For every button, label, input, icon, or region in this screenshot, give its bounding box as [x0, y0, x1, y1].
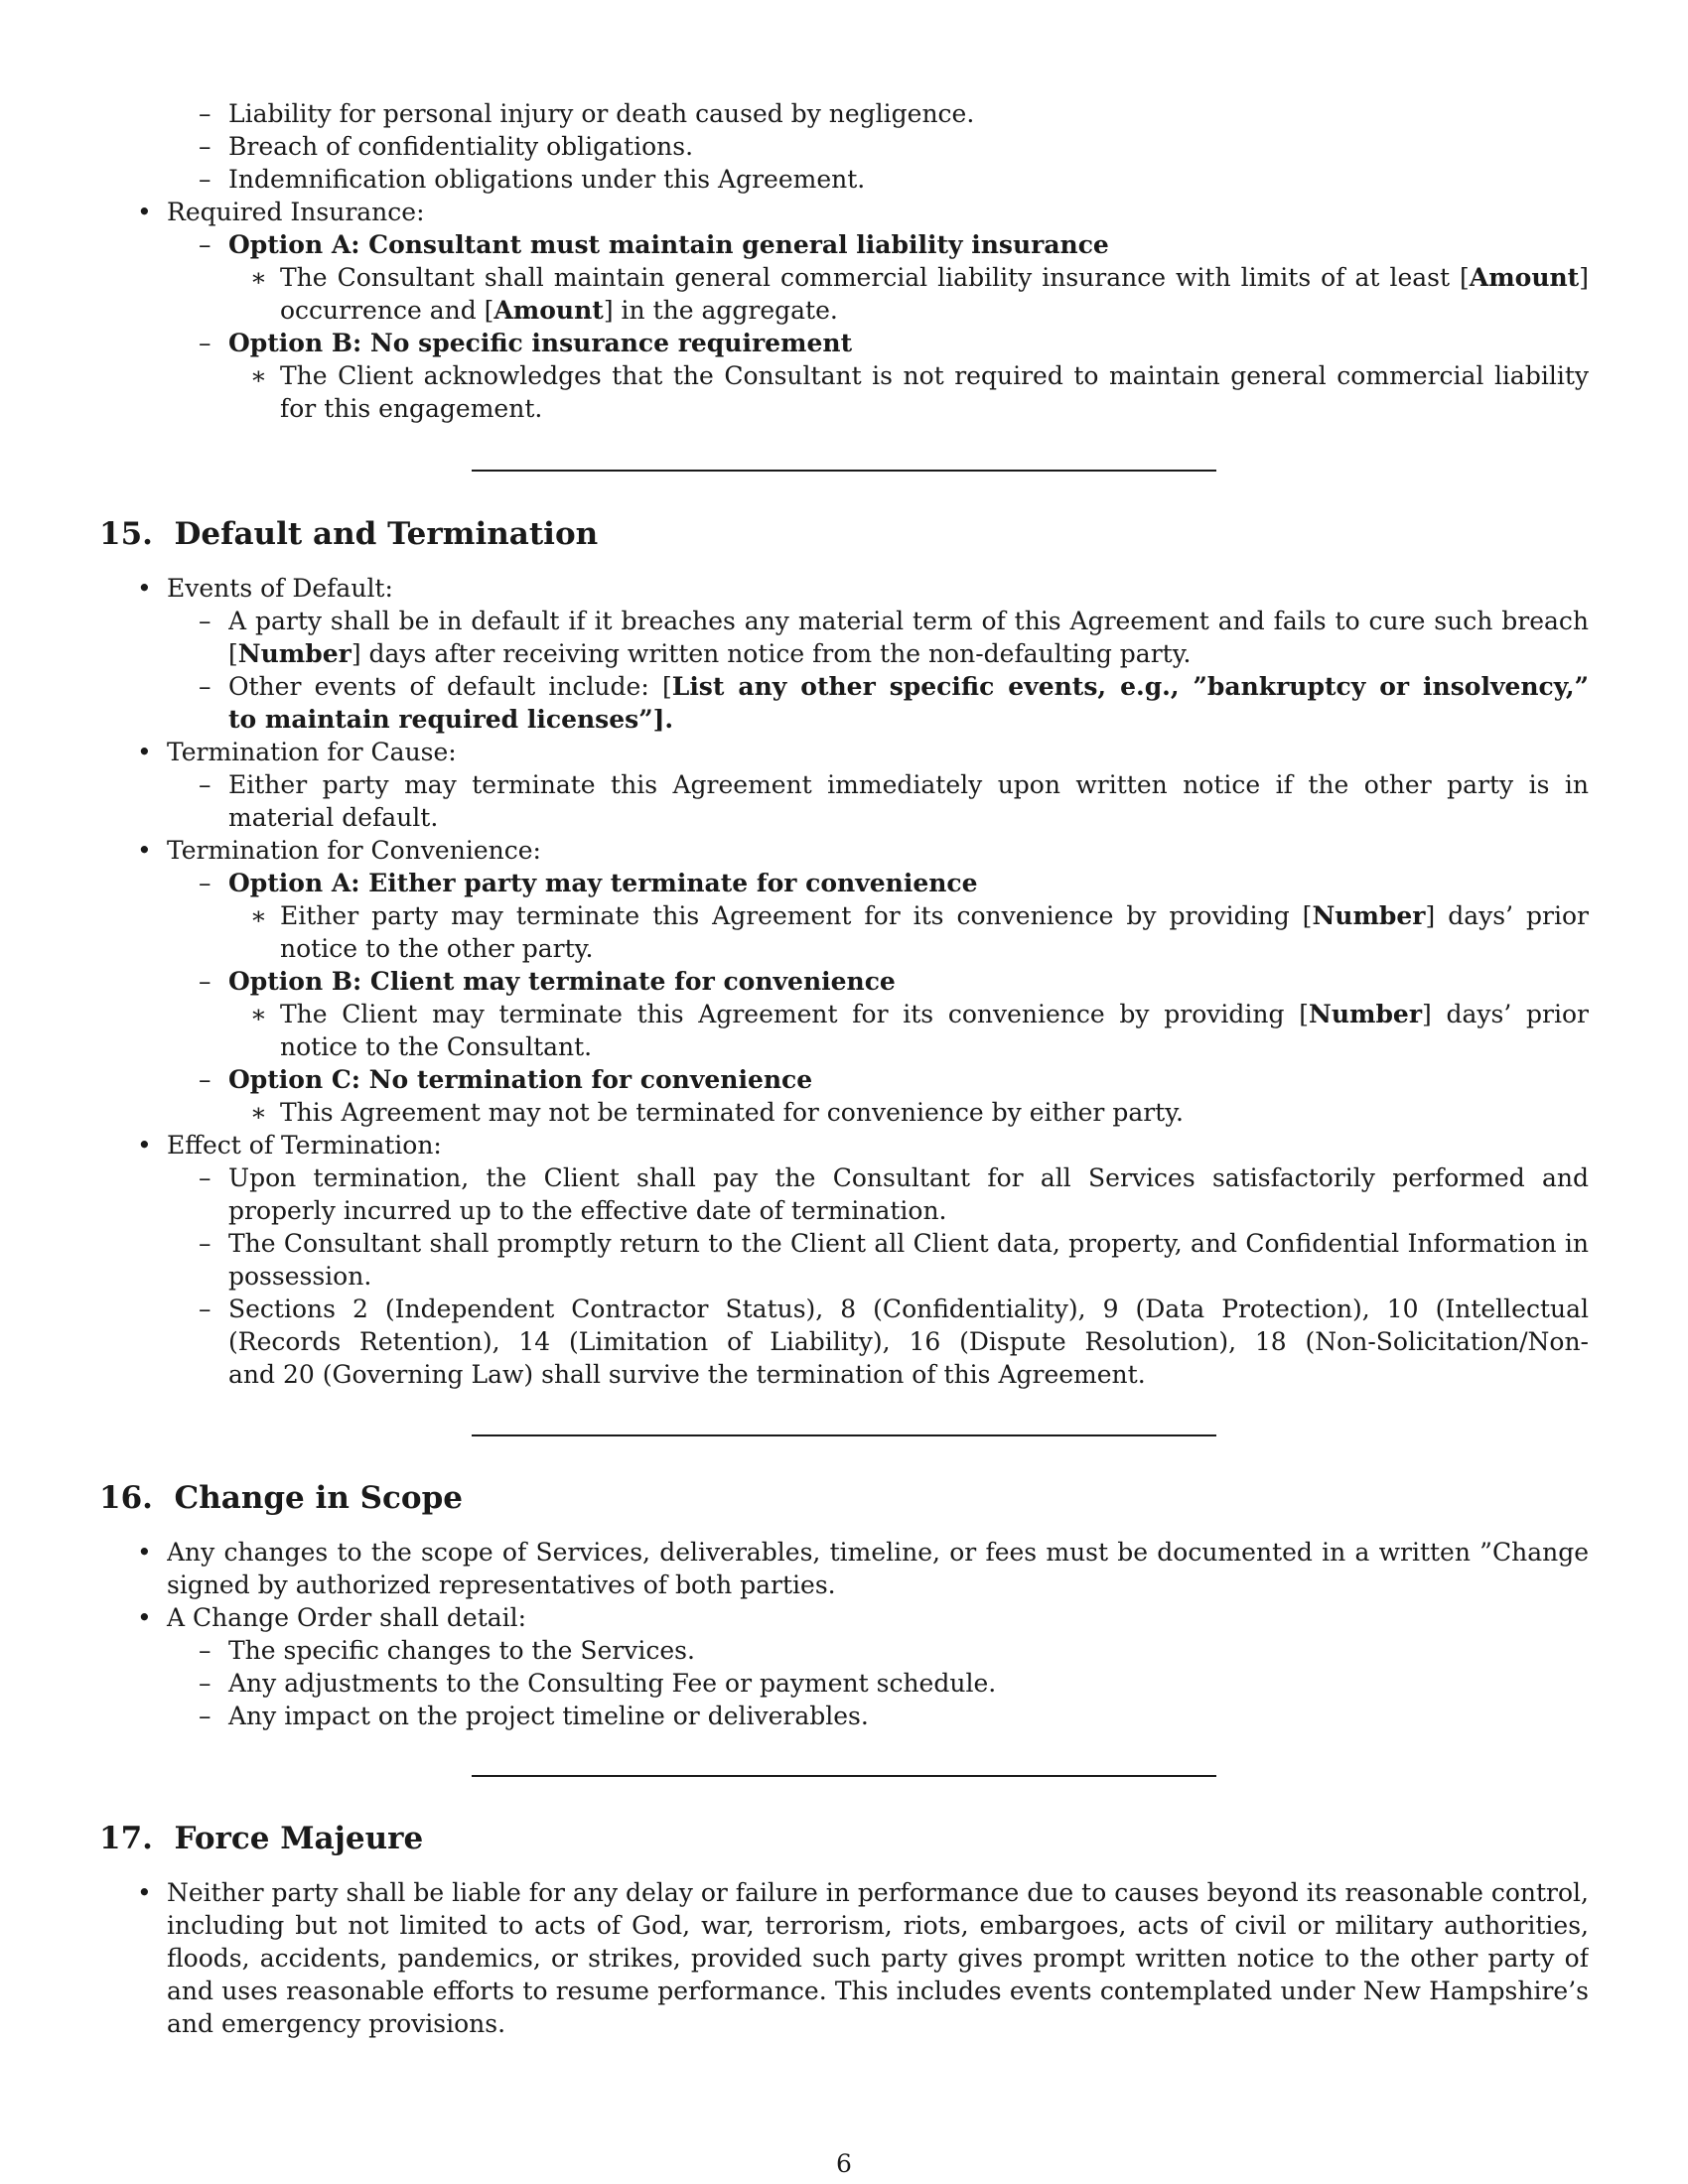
- convenience-option-a-line1: Either party may terminate this Agreement for its convenience by providing [Number] days’ prior: [280, 901, 1589, 930]
- dash-marker: –: [199, 770, 211, 799]
- convenience-option-b-line1: The Client may terminate this Agreement for its convenience by providing [Number] days’ prior: [280, 1000, 1589, 1028]
- effect-3-line3: and 20 (Governing Law) shall survive the termination of this Agreement.: [228, 1360, 1146, 1389]
- bullet-marker: •: [137, 836, 152, 865]
- dash-marker: –: [199, 230, 211, 259]
- default-event-2-line2: to maintain required licenses”].: [228, 705, 674, 734]
- liability-exception-1: Liability for personal injury or death caused by negligence.: [228, 99, 975, 128]
- termination-cause-line1: Either party may terminate this Agreement immediately upon written notice if the other party is in: [228, 770, 1589, 799]
- dash-marker: –: [199, 967, 211, 996]
- change-detail-1: The specific changes to the Services.: [228, 1636, 695, 1665]
- section-16-heading: [99, 1478, 463, 1518]
- convenience-option-a-title: Option A: Either party may terminate for convenience: [228, 869, 978, 897]
- change-detail-2: Any adjustments to the Consulting Fee or payment schedule.: [228, 1669, 997, 1698]
- star-marker: ∗: [250, 901, 267, 930]
- dash-marker: –: [199, 1295, 211, 1323]
- bullet-marker: •: [137, 738, 152, 766]
- page-number: 6: [836, 2149, 852, 2178]
- star-marker: ∗: [250, 263, 267, 292]
- convenience-option-b-line2: notice to the Consultant.: [280, 1032, 593, 1061]
- effect-3-line2: (Records Retention), 14 (Limitation of Liability), 16 (Dispute Resolution), 18 (Non-Solicitation/Non-: [228, 1327, 1589, 1356]
- insurance-label: Required Insurance:: [167, 198, 425, 226]
- default-event-1-line2: [Number] days after receiving written notice from the non-defaulting party.: [228, 639, 1192, 668]
- section-number: 16.: [99, 1480, 153, 1516]
- convenience-option-c-title: Option C: No termination for convenience: [228, 1065, 813, 1094]
- section-divider: [472, 470, 1216, 472]
- dash-marker: –: [199, 869, 211, 897]
- dash-marker: –: [199, 1229, 211, 1258]
- section-number: 15.: [99, 516, 153, 552]
- effect-3-line1: Sections 2 (Independent Contractor Status), 8 (Confidentiality), 9 (Data Protection), 10 (Intellectual: [228, 1295, 1589, 1323]
- dash-marker: –: [199, 1163, 211, 1192]
- effect-2-line2: possession.: [228, 1262, 372, 1291]
- default-event-1-line1: A party shall be in default if it breaches any material term of this Agreement and fails to cure such breach: [228, 607, 1589, 635]
- dash-marker: –: [199, 672, 211, 701]
- force-majeure-line4: and uses reasonable efforts to resume performance. This includes events contemplated under New Hampshire’s: [167, 1977, 1589, 2005]
- bullet-marker: •: [137, 1538, 152, 1567]
- convenience-option-b-title: Option B: Client may terminate for convenience: [228, 967, 896, 996]
- bullet-marker: •: [137, 1878, 152, 1907]
- effect-1-line1: Upon termination, the Client shall pay the Consultant for all Services satisfactorily performed and: [228, 1163, 1589, 1192]
- insurance-option-a-title: Option A: Consultant must maintain general liability insurance: [228, 230, 1109, 259]
- default-event-2-line1: Other events of default include: [List any other specific events, e.g., ”bankruptcy or insolvency,”: [228, 672, 1589, 701]
- insurance-option-a-text-line1: The Consultant shall maintain general commercial liability insurance with limits of at least [Amount]: [280, 263, 1589, 292]
- change-detail-3: Any impact on the project timeline or deliverables.: [228, 1702, 869, 1730]
- change-order-line2: signed by authorized representatives of both parties.: [167, 1570, 836, 1599]
- dash-marker: –: [199, 1702, 211, 1730]
- section-15-heading: [99, 514, 598, 554]
- section-divider: [472, 1434, 1216, 1436]
- termination-for-convenience-label: Termination for Convenience:: [167, 836, 541, 865]
- effect-1-line2: properly incurred up to the effective date of termination.: [228, 1196, 947, 1225]
- effect-2-line1: The Consultant shall promptly return to the Client all Client data, property, and Confidential Information in: [228, 1229, 1589, 1258]
- insurance-option-b-text-line2: for this engagement.: [280, 394, 543, 423]
- section-number: 17.: [99, 1821, 153, 1856]
- dash-marker: –: [199, 165, 211, 194]
- liability-exception-3: Indemnification obligations under this Agreement.: [228, 165, 866, 194]
- dash-marker: –: [199, 132, 211, 161]
- force-majeure-line2: including but not limited to acts of God, war, terrorism, riots, embargoes, acts of civil or military authorities,: [167, 1911, 1589, 1940]
- convenience-option-a-line2: notice to the other party.: [280, 934, 594, 963]
- insurance-option-a-text-line2: occurrence and [Amount] in the aggregate.: [280, 296, 838, 325]
- bullet-marker: •: [137, 574, 152, 603]
- dash-marker: –: [199, 1636, 211, 1665]
- dash-marker: –: [199, 99, 211, 128]
- dash-marker: –: [199, 329, 211, 357]
- bullet-marker: •: [137, 1131, 152, 1160]
- change-order-detail-label: A Change Order shall detail:: [167, 1603, 527, 1632]
- termination-cause-line2: material default.: [228, 803, 439, 832]
- force-majeure-line5: and emergency provisions.: [167, 2009, 506, 2038]
- bullet-marker: •: [137, 1603, 152, 1632]
- liability-exception-2: Breach of confidentiality obligations.: [228, 132, 694, 161]
- convenience-option-c-line1: This Agreement may not be terminated for convenience by either party.: [280, 1098, 1184, 1127]
- dash-marker: –: [199, 1669, 211, 1698]
- force-majeure-line1: Neither party shall be liable for any delay or failure in performance due to causes beyond its reasonable control,: [167, 1878, 1589, 1907]
- events-of-default-label: Events of Default:: [167, 574, 393, 603]
- section-title: Force Majeure: [174, 1821, 424, 1856]
- insurance-option-b-text-line1: The Client acknowledges that the Consultant is not required to maintain general commercial liability: [280, 361, 1589, 390]
- bullet-marker: •: [137, 198, 152, 226]
- star-marker: ∗: [250, 1098, 267, 1127]
- termination-for-cause-label: Termination for Cause:: [167, 738, 457, 766]
- section-title: Default and Termination: [174, 516, 599, 552]
- section-17-heading: [99, 1819, 423, 1858]
- section-divider: [472, 1775, 1216, 1777]
- insurance-option-b-title: Option B: No specific insurance requirement: [228, 329, 853, 357]
- section-title: Change in Scope: [174, 1480, 464, 1516]
- effect-of-termination-label: Effect of Termination:: [167, 1131, 442, 1160]
- star-marker: ∗: [250, 1000, 267, 1028]
- force-majeure-line3: floods, accidents, pandemics, or strikes, provided such party gives prompt written notice to the other party of: [167, 1944, 1589, 1973]
- dash-marker: –: [199, 607, 211, 635]
- change-order-line1: Any changes to the scope of Services, deliverables, timeline, or fees must be documented in a written ”Change: [167, 1538, 1589, 1567]
- star-marker: ∗: [250, 361, 267, 390]
- dash-marker: –: [199, 1065, 211, 1094]
